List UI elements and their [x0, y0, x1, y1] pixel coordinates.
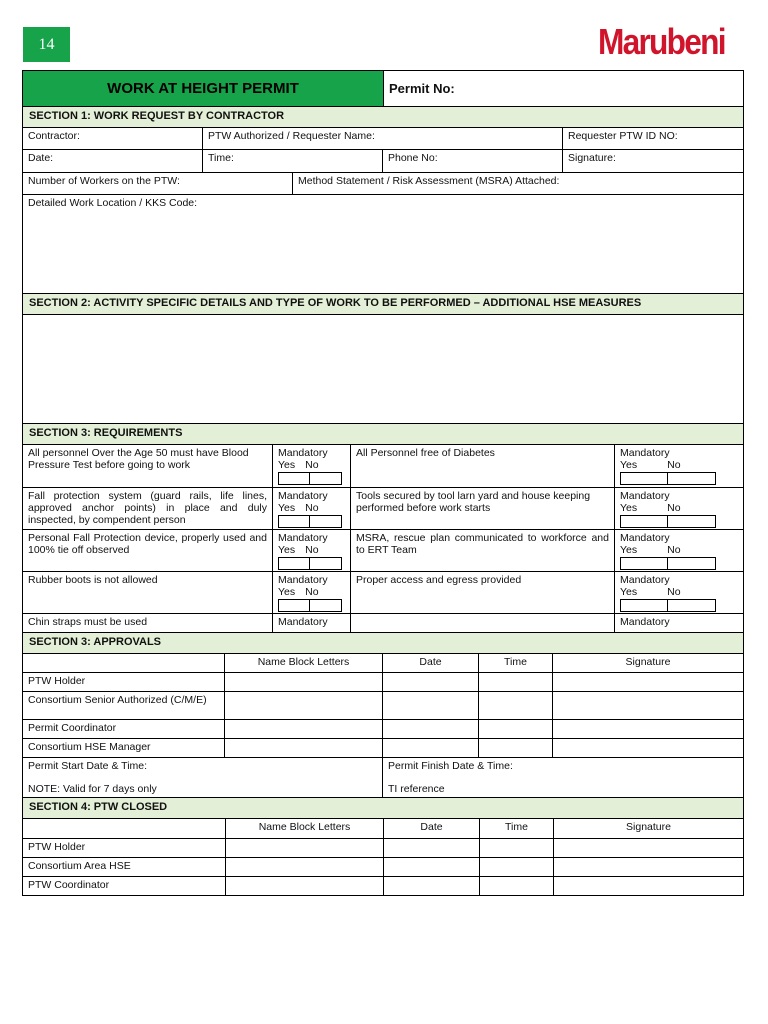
- no-label: No: [305, 502, 319, 514]
- name-cell[interactable]: [225, 692, 383, 719]
- contractor-field: Contractor:: [23, 128, 203, 149]
- requirement-right: MSRA, rescue plan communicated to workforce and to ERT Team: [351, 530, 615, 571]
- closure-header-row: [22, 819, 744, 839]
- role-label: Consortium Senior Authorized (C/M/E): [23, 692, 225, 719]
- requirement-left: All personnel Over the Age 50 must have Blood Pressure Test before going to work: [23, 445, 273, 487]
- yes-checkbox[interactable]: [278, 557, 310, 570]
- ti-reference-label: TI reference: [388, 783, 445, 795]
- mandatory-label: Mandatory: [620, 616, 670, 628]
- mandatory-label: Mandatory: [620, 574, 670, 586]
- time-cell[interactable]: [480, 858, 554, 876]
- name-cell[interactable]: [226, 858, 384, 876]
- section2-heading-row: [22, 294, 744, 315]
- role-label: Consortium HSE Manager: [23, 739, 225, 757]
- yes-label: Yes: [620, 502, 638, 514]
- column-header: Time: [480, 819, 554, 838]
- name-cell[interactable]: [225, 739, 383, 757]
- requirement-row: [22, 614, 744, 633]
- time-cell[interactable]: [479, 692, 553, 719]
- mandatory-label: Mandatory: [278, 447, 328, 459]
- time-cell[interactable]: [479, 720, 553, 738]
- yes-label: Yes: [278, 502, 296, 514]
- location-row: [22, 195, 744, 294]
- title-row: [22, 70, 744, 107]
- marubeni-logo: Marubeni: [598, 21, 725, 62]
- date-cell[interactable]: [383, 720, 479, 738]
- column-header: Time: [479, 654, 553, 672]
- yes-label: Yes: [620, 459, 638, 471]
- mandatory-cell: [615, 488, 743, 529]
- validity-note: NOTE: Valid for 7 days only: [28, 783, 157, 795]
- column-header: Signature: [625, 656, 671, 668]
- no-label: No: [305, 544, 319, 556]
- date-cell[interactable]: [383, 673, 479, 691]
- mandatory-cell: [615, 445, 743, 487]
- yes-label: Yes: [278, 459, 296, 471]
- workers-row: [22, 173, 744, 195]
- table-row: [22, 673, 744, 692]
- table-row: [22, 739, 744, 758]
- section3-heading-row: [22, 424, 744, 445]
- requirement-left: Fall protection system (guard rails, life lines, approved anchor points) in place and duly inspected, by compendent person: [23, 488, 273, 529]
- requirement-left: Rubber boots is not allowed: [23, 572, 273, 613]
- yes-label: Yes: [620, 544, 638, 556]
- table-row: [22, 720, 744, 739]
- permit-start-label: Permit Start Date & Time:: [28, 760, 148, 772]
- table-row: [22, 839, 744, 858]
- phone-field: Phone No:: [383, 150, 563, 172]
- role-label: PTW Holder: [23, 839, 226, 857]
- approvals-heading-row: [22, 633, 744, 654]
- requirement-right: Proper access and egress provided: [351, 572, 615, 613]
- mandatory-label: Mandatory: [620, 447, 670, 459]
- mandatory-cell: [615, 530, 743, 571]
- section-heading: SECTION 3: APPROVALS: [23, 633, 743, 653]
- section-heading: SECTION 1: WORK REQUEST BY CONTRACTOR: [23, 107, 743, 127]
- no-checkbox[interactable]: [668, 599, 716, 612]
- page-number-badge: 14: [23, 27, 70, 62]
- role-header: [23, 819, 226, 838]
- section4-heading-row: [22, 798, 744, 819]
- section-heading: SECTION 4: PTW CLOSED: [23, 798, 743, 818]
- signature-cell[interactable]: [553, 673, 743, 691]
- section-heading: SECTION 3: REQUIREMENTS: [23, 424, 743, 444]
- approvals-header-row: [22, 654, 744, 673]
- table-row: [22, 858, 744, 877]
- requester-id-field: Requester PTW ID NO:: [568, 130, 678, 142]
- column-header: Name Block Letters: [226, 819, 384, 838]
- role-label: PTW Holder: [23, 673, 225, 691]
- activity-details-field: [23, 315, 743, 423]
- yes-checkbox[interactable]: [278, 599, 310, 612]
- no-checkbox[interactable]: [310, 557, 342, 570]
- yes-checkbox[interactable]: [620, 599, 668, 612]
- no-checkbox[interactable]: [668, 472, 716, 485]
- no-checkbox[interactable]: [668, 515, 716, 528]
- table-row: [22, 692, 744, 720]
- yes-checkbox[interactable]: [620, 557, 668, 570]
- date-cell[interactable]: [384, 877, 480, 895]
- date-cell[interactable]: [383, 692, 479, 719]
- signature-cell[interactable]: [554, 839, 743, 857]
- permit-no-label: Permit No:: [389, 81, 455, 96]
- mandatory-cell: [273, 445, 351, 487]
- mandatory-cell: [615, 572, 743, 613]
- activity-details-area: [22, 315, 744, 424]
- name-cell[interactable]: [226, 877, 384, 895]
- yes-checkbox[interactable]: [620, 472, 668, 485]
- section1-heading-row: [22, 107, 744, 128]
- requirement-left: Chin straps must be used: [23, 614, 273, 632]
- no-label: No: [667, 502, 681, 514]
- yes-label: Yes: [620, 586, 638, 598]
- signature-field: Signature:: [568, 152, 616, 164]
- role-header: [23, 654, 225, 672]
- date-row: [22, 150, 744, 173]
- requirement-right: Tools secured by tool larn yard and house keeping performed before work starts: [351, 488, 615, 529]
- requirement-row: [22, 530, 744, 572]
- requirement-left: Personal Fall Protection device, properly used and 100% tie off observed: [23, 530, 273, 571]
- yes-label: Yes: [278, 544, 296, 556]
- no-checkbox[interactable]: [310, 599, 342, 612]
- mandatory-label: Mandatory: [273, 614, 351, 632]
- no-label: No: [305, 459, 319, 471]
- signature-cell[interactable]: [554, 877, 743, 895]
- time-cell[interactable]: [480, 839, 554, 857]
- name-cell[interactable]: [225, 673, 383, 691]
- name-cell[interactable]: [225, 720, 383, 738]
- signature-cell[interactable]: [554, 858, 743, 876]
- role-label: Consortium Area HSE: [23, 858, 226, 876]
- name-cell[interactable]: [226, 839, 384, 857]
- section-heading: SECTION 2: ACTIVITY SPECIFIC DETAILS AND TYPE OF WORK TO BE PERFORMED – ADDITIONAL HSE MEASURES: [23, 294, 743, 314]
- msra-field: Method Statement / Risk Assessment (MSRA) Attached:: [298, 175, 560, 187]
- no-label: No: [305, 586, 319, 598]
- table-row: [22, 877, 744, 896]
- date-cell[interactable]: [384, 858, 480, 876]
- location-field: Detailed Work Location / KKS Code:: [28, 197, 198, 209]
- column-header: Date: [384, 819, 480, 838]
- mandatory-cell: [273, 572, 351, 613]
- signature-cell[interactable]: [553, 720, 743, 738]
- signature-cell[interactable]: [553, 739, 743, 757]
- yes-checkbox[interactable]: [620, 515, 668, 528]
- mandatory-label: Mandatory: [620, 532, 670, 544]
- requirement-right: All Personnel free of Diabetes: [351, 445, 615, 487]
- mandatory-cell: [273, 530, 351, 571]
- permit-finish-label: Permit Finish Date & Time:: [388, 760, 513, 772]
- column-header: Signature: [626, 821, 671, 833]
- no-label: No: [667, 544, 681, 556]
- no-checkbox[interactable]: [310, 472, 342, 485]
- yes-checkbox[interactable]: [278, 472, 310, 485]
- permit-finish-cell: [383, 758, 743, 797]
- role-label: Permit Coordinator: [23, 720, 225, 738]
- permit-start-cell: [23, 758, 383, 797]
- no-checkbox[interactable]: [310, 515, 342, 528]
- role-label: PTW Coordinator: [23, 877, 226, 895]
- yes-label: Yes: [278, 586, 296, 598]
- workers-field: Number of Workers on the PTW:: [23, 173, 293, 194]
- permit-dates-row: [22, 758, 744, 798]
- no-label: No: [667, 459, 681, 471]
- no-label: No: [667, 586, 681, 598]
- time-cell[interactable]: [479, 673, 553, 691]
- yes-checkbox[interactable]: [278, 515, 310, 528]
- permit-title: WORK AT HEIGHT PERMIT: [23, 71, 384, 106]
- time-field: Time:: [203, 150, 383, 172]
- column-header: Name Block Letters: [225, 654, 383, 672]
- signature-cell[interactable]: [553, 692, 743, 719]
- mandatory-label: Mandatory: [278, 532, 328, 544]
- date-cell[interactable]: [383, 739, 479, 757]
- requester-name-field: PTW Authorized / Requester Name:: [203, 128, 563, 149]
- requirement-right: [351, 614, 615, 632]
- requirement-row: [22, 488, 744, 530]
- mandatory-label: Mandatory: [278, 574, 328, 586]
- requirement-row: [22, 572, 744, 614]
- mandatory-label: Mandatory: [278, 490, 328, 502]
- contractor-row: [22, 128, 744, 150]
- column-header: Date: [383, 654, 479, 672]
- mandatory-cell: [273, 488, 351, 529]
- mandatory-label: Mandatory: [620, 490, 670, 502]
- requirement-row: [22, 445, 744, 488]
- time-cell[interactable]: [480, 877, 554, 895]
- no-checkbox[interactable]: [668, 557, 716, 570]
- time-cell[interactable]: [479, 739, 553, 757]
- date-cell[interactable]: [384, 839, 480, 857]
- date-field: Date:: [23, 150, 203, 172]
